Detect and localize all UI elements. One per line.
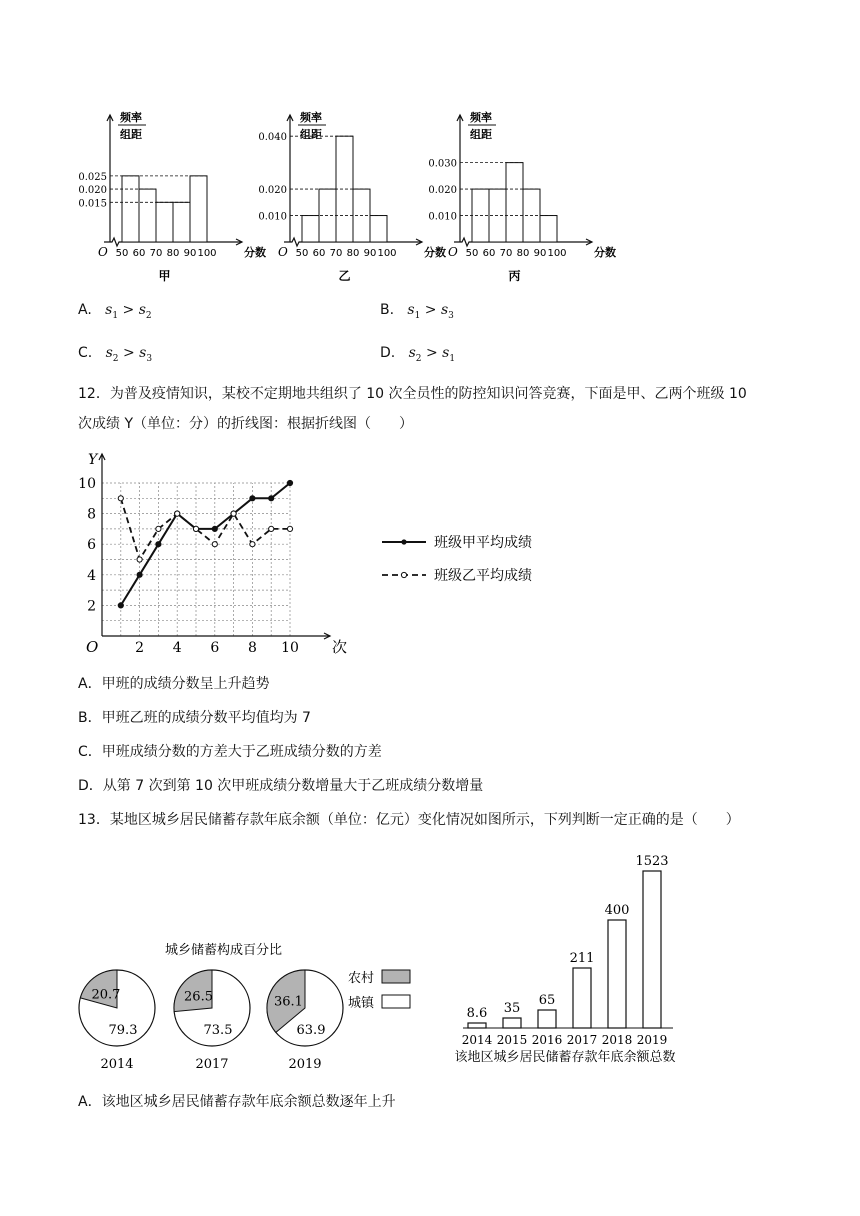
q11-option-a[interactable]: A. $s_1 > s_2$ bbox=[78, 302, 152, 321]
series-2-point bbox=[118, 496, 123, 501]
histogram-bar bbox=[370, 216, 387, 242]
pie-rural-label: 36.1 bbox=[273, 994, 303, 1010]
bar bbox=[538, 1010, 556, 1028]
xtick-label: 10 bbox=[281, 640, 299, 656]
bar-chart-caption: 该地区城乡居民储蓄存款年底余额总数 bbox=[454, 1050, 676, 1065]
pie-2017 bbox=[174, 970, 250, 1072]
xtick-label: 8 bbox=[247, 640, 257, 656]
xtick-label: 80 bbox=[346, 248, 360, 259]
legend-rural-label: 农村 bbox=[348, 971, 375, 986]
origin-label: O bbox=[278, 245, 288, 259]
series-2-point bbox=[175, 511, 180, 516]
ylabel-bottom: 组距 bbox=[120, 128, 142, 141]
bar-value-label: 211 bbox=[569, 951, 595, 966]
origin-label: O bbox=[98, 245, 108, 259]
origin-label: O bbox=[448, 245, 458, 259]
ytick-label: 0.020 bbox=[428, 185, 457, 197]
x-axis-label: 次 bbox=[332, 638, 348, 656]
pie-2014 bbox=[79, 970, 155, 1072]
series-2-point bbox=[250, 542, 255, 547]
y-axis-label: Y bbox=[88, 452, 98, 468]
grid bbox=[102, 483, 290, 636]
ylabel-bottom: 组距 bbox=[300, 128, 322, 141]
histogram-bar bbox=[540, 216, 557, 242]
series-1-point bbox=[118, 603, 123, 608]
ytick-label: 8 bbox=[87, 506, 96, 523]
ytick-label: 10 bbox=[78, 476, 96, 492]
q12-stem-line2: 次成绩 Y（单位：分）的折线图：根据折线图（ ） bbox=[78, 416, 414, 432]
pie-legend bbox=[348, 970, 410, 1011]
bar bbox=[608, 920, 626, 1028]
bar-value-label: 65 bbox=[538, 993, 556, 1008]
q12-option-a[interactable]: A．甲班的成绩分数呈上升趋势 bbox=[78, 676, 270, 692]
histogram-bar bbox=[506, 163, 523, 242]
pie-2019 bbox=[267, 970, 343, 1072]
q11-option-d[interactable]: D. $s_2 > s_1$ bbox=[380, 345, 456, 364]
ytick-label: 0.015 bbox=[78, 198, 107, 210]
histogram-bar bbox=[173, 202, 190, 242]
series-2-point bbox=[156, 526, 161, 531]
bar-category-label: 2018 bbox=[601, 1033, 633, 1047]
series-2-point bbox=[287, 526, 292, 531]
legend-label-2: 班级乙平均成绩 bbox=[434, 568, 532, 584]
legend-rural-swatch bbox=[382, 970, 410, 983]
histogram-bar bbox=[302, 216, 319, 242]
ytick-label: 0.020 bbox=[258, 185, 287, 197]
xtick-label: 6 bbox=[210, 640, 220, 656]
series-1-point bbox=[212, 526, 217, 531]
legend bbox=[382, 534, 532, 584]
xtick-label: 100 bbox=[197, 248, 217, 259]
histogram-bar bbox=[139, 189, 156, 242]
x-unit-label: 分数 bbox=[244, 246, 266, 259]
histogram-bar bbox=[190, 176, 207, 242]
bar-value-label: 35 bbox=[503, 1001, 521, 1016]
xtick-label: 90 bbox=[533, 248, 547, 259]
q12-option-d[interactable]: D．从第 7 次到第 10 次甲班成绩分数增量大于乙班成绩分数增量 bbox=[78, 778, 484, 794]
bar-value-label: 1523 bbox=[635, 854, 669, 869]
pie-rural-label: 26.5 bbox=[184, 989, 213, 1005]
ytick-label: 0.020 bbox=[78, 185, 107, 197]
bar-value-label: 400 bbox=[604, 903, 630, 918]
q12-option-b[interactable]: B．甲班乙班的成绩分数平均值均为 7 bbox=[78, 710, 311, 726]
pie-urban-label: 73.5 bbox=[203, 1023, 233, 1038]
histogram-bar bbox=[156, 202, 173, 242]
bar-category-label: 2017 bbox=[566, 1033, 598, 1047]
ylabel-top: 频率 bbox=[300, 111, 322, 124]
x-unit-label: 分数 bbox=[424, 246, 446, 259]
bar bbox=[643, 871, 661, 1028]
ytick-label: 6 bbox=[87, 537, 96, 554]
ytick-label: 0.040 bbox=[258, 132, 287, 144]
line-chart bbox=[80, 448, 560, 663]
pie-year-label: 2014 bbox=[100, 1057, 134, 1072]
series-1-point bbox=[137, 572, 142, 577]
bar-category-label: 2014 bbox=[461, 1033, 493, 1047]
xtick-label: 70 bbox=[149, 248, 163, 259]
xtick-label: 60 bbox=[132, 248, 146, 259]
ytick-label: 0.030 bbox=[428, 158, 457, 170]
histogram-2 bbox=[258, 110, 446, 283]
xtick-label: 4 bbox=[172, 640, 182, 656]
series-2-point bbox=[269, 526, 274, 531]
q13-option-a[interactable]: A．该地区城乡居民储蓄存款年底余额总数逐年上升 bbox=[78, 1094, 396, 1110]
xtick-label: 70 bbox=[499, 248, 513, 259]
xtick-label: 80 bbox=[166, 248, 180, 259]
q12-stem-line1: 12．为普及疫情知识，某校不定期地共组织了 10 次全员性的防控知识问答竞赛，下面是甲、乙两个班级 10 bbox=[78, 386, 747, 402]
xtick-label: 80 bbox=[516, 248, 530, 259]
bar bbox=[468, 1023, 486, 1028]
xtick-label: 50 bbox=[465, 248, 479, 259]
legend-marker-1 bbox=[401, 539, 406, 544]
ylabel-top: 频率 bbox=[470, 111, 492, 124]
pie-urban-label: 79.3 bbox=[108, 1023, 138, 1038]
pie-figure bbox=[70, 930, 420, 1075]
bar-category-label: 2015 bbox=[496, 1033, 528, 1047]
histogram-bar bbox=[122, 176, 139, 242]
histogram-1 bbox=[78, 110, 266, 283]
q11-option-b[interactable]: B. $s_1 > s_3$ bbox=[380, 302, 454, 321]
xtick-label: 90 bbox=[363, 248, 377, 259]
pie-title: 城乡储蓄构成百分比 bbox=[165, 943, 283, 958]
histogram-name: 甲 bbox=[158, 269, 171, 283]
legend-urban-label: 城镇 bbox=[348, 996, 375, 1011]
bar bbox=[573, 968, 591, 1028]
series-2-point bbox=[193, 526, 198, 531]
xtick-label: 90 bbox=[183, 248, 197, 259]
ytick-label: 2 bbox=[87, 598, 96, 615]
x-unit-label: 分数 bbox=[594, 246, 616, 259]
series-1-point bbox=[269, 496, 274, 501]
xtick-label: 100 bbox=[377, 248, 397, 259]
pie-year-label: 2019 bbox=[288, 1057, 322, 1072]
series-2-point bbox=[212, 542, 217, 547]
pie-urban-label: 63.9 bbox=[296, 1023, 326, 1038]
ytick-label: 0.010 bbox=[428, 211, 457, 223]
series-1-point bbox=[287, 480, 292, 485]
series-2-point bbox=[137, 557, 142, 562]
ytick-label: 0.010 bbox=[258, 211, 287, 223]
series-2-point bbox=[231, 511, 236, 516]
pie-rural-label: 20.7 bbox=[91, 987, 121, 1003]
q11-option-c[interactable]: C. $s_2 > s_3$ bbox=[78, 345, 153, 364]
xtick-label: 70 bbox=[329, 248, 343, 259]
histogram-name: 丙 bbox=[508, 269, 521, 283]
legend-marker-2 bbox=[401, 572, 406, 577]
bar-category-label: 2019 bbox=[636, 1033, 668, 1047]
ylabel-bottom: 组距 bbox=[470, 128, 492, 141]
q13-stem: 13．某地区城乡居民储蓄存款年底余额（单位：亿元）变化情况如图所示，下列判断一定正确的是（ ） bbox=[78, 812, 740, 828]
histogram-name: 乙 bbox=[338, 269, 351, 283]
origin-label: O bbox=[86, 638, 99, 656]
series-1-point bbox=[156, 542, 161, 547]
histograms-figure bbox=[80, 100, 620, 290]
ytick-label: 4 bbox=[87, 567, 96, 584]
xtick-label: 2 bbox=[135, 640, 145, 656]
pie-year-label: 2017 bbox=[195, 1057, 229, 1072]
ylabel-top: 频率 bbox=[120, 111, 142, 124]
bar-chart bbox=[425, 848, 685, 1073]
bar bbox=[503, 1018, 521, 1028]
series-1-point bbox=[250, 496, 255, 501]
legend-urban-swatch bbox=[382, 995, 410, 1008]
xtick-label: 50 bbox=[295, 248, 309, 259]
ytick-label: 0.025 bbox=[78, 171, 107, 183]
q12-option-c[interactable]: C．甲班成绩分数的方差大于乙班成绩分数的方差 bbox=[78, 744, 382, 760]
xtick-label: 60 bbox=[482, 248, 496, 259]
xtick-label: 50 bbox=[115, 248, 129, 259]
histogram-3 bbox=[428, 110, 616, 283]
bar-value-label: 8.6 bbox=[466, 1006, 488, 1021]
legend-label-1: 班级甲平均成绩 bbox=[434, 535, 532, 551]
xtick-label: 60 bbox=[312, 248, 326, 259]
xtick-label: 100 bbox=[547, 248, 567, 259]
bar-category-label: 2016 bbox=[531, 1033, 563, 1047]
